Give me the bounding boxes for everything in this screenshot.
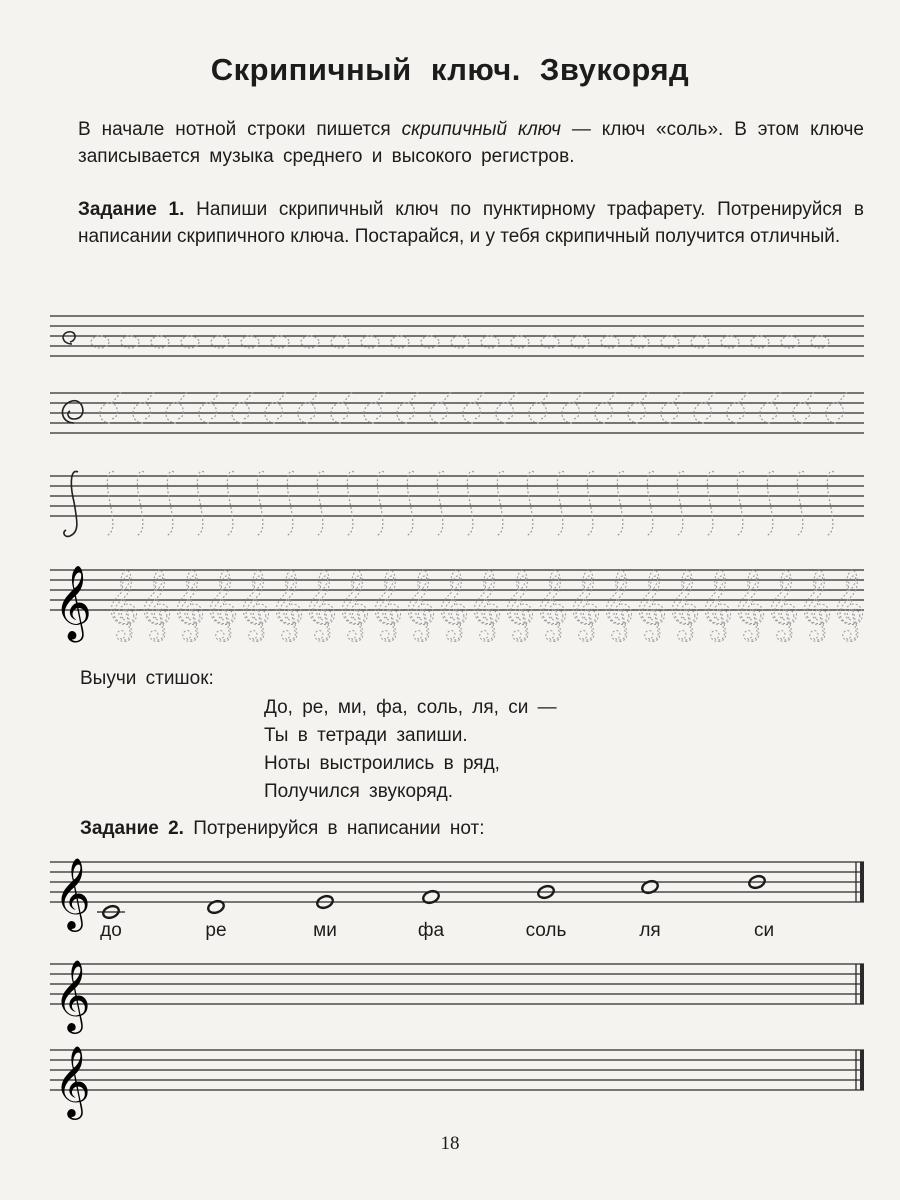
dotted-treble-clef-icon: 𝄞	[203, 569, 239, 639]
dotted-treble-clef-icon: 𝄞	[731, 569, 767, 639]
note-name-fa: фа	[417, 920, 445, 941]
dotted-clef-stem-icon	[676, 471, 684, 536]
dotted-clef-stem-icon	[436, 471, 444, 536]
dotted-clef-stem-icon	[346, 471, 354, 536]
dotted-treble-clef-icon: 𝄞	[698, 569, 734, 639]
poem-line: Получился звукоряд.	[264, 781, 454, 802]
note-name-mi: ми	[313, 920, 337, 941]
dotted-treble-clef-icon: 𝄞	[302, 569, 338, 639]
poem-label: Выучи стишок:	[80, 668, 214, 689]
dotted-treble-clef-icon: 𝄞	[500, 569, 536, 639]
treble-clef-icon: 𝄞	[54, 856, 91, 929]
dotted-clef-spiral-icon	[562, 391, 584, 423]
task-1-text: Напиши скрипичный ключ по пунктирному трафарету. Потренируйся в написании скрипичного ключа. Постарайся, и у тебя скрипичный получится отличный.	[78, 199, 865, 247]
dotted-clef-spiral-icon	[331, 391, 353, 423]
dotted-clef-spiral-icon	[496, 391, 518, 423]
poem	[264, 694, 557, 806]
note-name-si: си	[753, 920, 775, 941]
dotted-treble-clef-icon: 𝄞	[566, 569, 602, 639]
music-staff	[50, 476, 864, 516]
dotted-treble-clef-icon: 𝄞	[599, 569, 635, 639]
dotted-clef-stem-icon	[796, 471, 804, 536]
dotted-clef-spiral-icon	[232, 391, 254, 423]
music-staff	[50, 862, 864, 902]
final-bar-line	[860, 1050, 864, 1090]
dotted-clef-stem-icon	[496, 471, 504, 536]
dotted-clef-spiral-icon	[364, 391, 386, 423]
dotted-treble-clef-icon: 𝄞	[434, 569, 470, 639]
dotted-treble-clef-icon: 𝄞	[335, 569, 371, 639]
dotted-treble-clef-icon: 𝄞	[104, 569, 140, 639]
dotted-clef-stem-icon	[736, 471, 744, 536]
dotted-clef-stem-icon	[556, 471, 564, 536]
music-staff	[50, 1050, 864, 1090]
dotted-clef-stem-icon	[196, 471, 204, 536]
clef-loop-icon	[63, 332, 75, 344]
dotted-treble-clef-icon: 𝄞	[236, 569, 272, 639]
dotted-clef-spiral-icon	[595, 391, 617, 423]
task-2-paragraph	[80, 818, 485, 840]
dotted-clef-stem-icon	[256, 471, 264, 536]
poem-line: Ноты выстроились в ряд,	[264, 753, 500, 774]
dotted-treble-clef-icon: 𝄞	[632, 569, 668, 639]
dotted-clef-stem-icon	[286, 471, 294, 536]
clef-spiral-icon	[62, 401, 82, 423]
dotted-treble-clef-icon: 𝄞	[797, 569, 833, 639]
dotted-clef-spiral-icon	[133, 391, 155, 423]
dotted-clef-spiral-icon	[166, 391, 188, 423]
dotted-treble-clef-icon: 𝄞	[170, 569, 206, 639]
note-name-la: ля	[639, 920, 661, 941]
dotted-clef-spiral-icon	[100, 391, 122, 423]
clef-stem-icon	[64, 471, 78, 536]
dotted-clef-spiral-icon	[265, 391, 287, 423]
intro-text-2: — ключ «соль». В этом ключе записывается музыка среднего и высокого регистров.	[78, 119, 864, 167]
dotted-clef-stem-icon	[646, 471, 654, 536]
intro-text-1: В начале нотной строки пишется	[78, 119, 402, 140]
dotted-clef-spiral-icon	[628, 391, 650, 423]
dotted-clef-spiral-icon	[463, 391, 485, 423]
page-number: 18	[440, 1133, 460, 1154]
dotted-clef-stem-icon	[526, 471, 534, 536]
dotted-clef-stem-icon	[766, 471, 774, 536]
dotted-clef-stem-icon	[616, 471, 624, 536]
dotted-clef-stem-icon	[226, 471, 234, 536]
dotted-treble-clef-icon: 𝄞	[665, 569, 701, 639]
task-2-text: Потренируйся в написании нот:	[183, 818, 485, 839]
task-2-label: Задание 2.	[80, 818, 184, 839]
final-bar-line	[860, 964, 864, 1004]
treble-clef-icon: 𝄞	[54, 566, 92, 640]
dotted-clef-stem-icon	[166, 471, 174, 536]
intro-term: скрипичный ключ	[401, 119, 561, 140]
dotted-treble-clef-icon: 𝄞	[269, 569, 305, 639]
poem-line: Ты в тетради запиши.	[264, 725, 468, 746]
dotted-clef-stem-icon	[316, 471, 324, 536]
dotted-treble-clef-icon: 𝄞	[137, 569, 173, 639]
dotted-clef-spiral-icon	[727, 391, 749, 423]
task-1-label: Задание 1.	[78, 199, 185, 220]
dotted-clef-stem-icon	[106, 471, 114, 536]
page-title: Скрипичный ключ. Звукоряд	[210, 52, 690, 87]
dotted-clef-stem-icon	[136, 471, 144, 536]
dotted-treble-clef-icon: 𝄞	[368, 569, 404, 639]
dotted-clef-spiral-icon	[298, 391, 320, 423]
dotted-treble-clef-icon: 𝄞	[830, 569, 866, 639]
dotted-clef-spiral-icon	[694, 391, 716, 423]
dotted-clef-spiral-icon	[199, 391, 221, 423]
note-name-do: до	[100, 920, 122, 941]
dotted-treble-clef-icon: 𝄞	[533, 569, 569, 639]
music-staff	[50, 964, 864, 1004]
dotted-clef-spiral-icon	[826, 391, 848, 423]
dotted-treble-clef-icon: 𝄞	[764, 569, 800, 639]
treble-clef-icon: 𝄞	[54, 1044, 91, 1117]
dotted-clef-spiral-icon	[661, 391, 683, 423]
dotted-clef-spiral-icon	[760, 391, 782, 423]
dotted-clef-stem-icon	[586, 471, 594, 536]
dotted-treble-clef-icon: 𝄞	[401, 569, 437, 639]
treble-clef-icon: 𝄞	[54, 958, 91, 1031]
note-name-sol: соль	[525, 920, 567, 941]
dotted-clef-stem-icon	[706, 471, 714, 536]
dotted-clef-spiral-icon	[397, 391, 419, 423]
note-name-re: ре	[205, 920, 227, 941]
dotted-clef-spiral-icon	[430, 391, 452, 423]
dotted-clef-stem-icon	[376, 471, 384, 536]
dotted-clef-stem-icon	[466, 471, 474, 536]
dotted-clef-stem-icon	[826, 471, 834, 536]
dotted-clef-spiral-icon	[529, 391, 551, 423]
poem-line: До, ре, ми, фа, соль, ля, си —	[264, 697, 557, 718]
dotted-clef-stem-icon	[406, 471, 414, 536]
final-bar-line	[860, 862, 864, 902]
dotted-clef-spiral-icon	[793, 391, 815, 423]
dotted-treble-clef-icon: 𝄞	[467, 569, 503, 639]
